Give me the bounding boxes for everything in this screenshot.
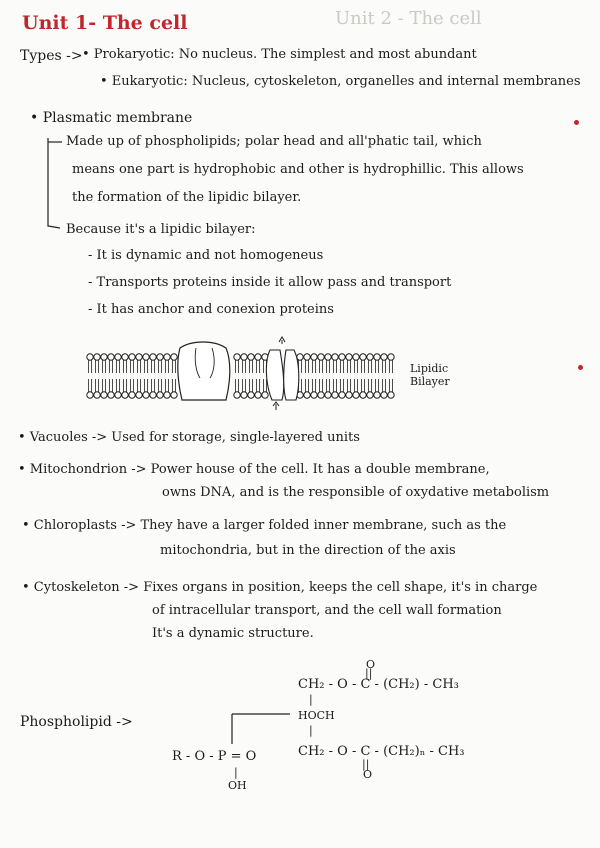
formula-row-3: CH₂ - O - C - (CH₂)ₙ - CH₃ [298,744,465,759]
carbonyl-top-o: O [366,658,376,671]
formula-bond-2: | [309,724,313,737]
phospholipid-label: Phospholipid -> [20,714,133,730]
made-up-line-1: Made up of phospholipids; polar head and all'phatic tail, which [66,134,482,149]
carbonyl-bot-o: O [363,768,373,781]
bilayer-point-2: - Transports proteins inside it allow pass and transport [88,275,452,290]
cytoskeleton-line-3: It's a dynamic structure. [152,626,314,641]
chloroplasts-line-2: mitochondria, but in the direction of the axis [160,543,456,558]
eukaryotic-line: • Eukaryotic: Nucleus, cytoskeleton, organelles and internal membranes [100,74,581,89]
plasmatic-heading: • Plasmatic membrane [30,110,193,126]
cytoskeleton-line-1: • Cytoskeleton -> Fixes organs in position, keeps the cell shape, it's in charge [22,580,538,595]
bilayer-point-1: - It is dynamic and not homogeneus [88,248,324,263]
diagram-label: Lipidic Bilayer [410,362,450,388]
carbonyl-bot-double: || [362,758,370,771]
ghost-header: Unit 2 - The cell [335,8,482,29]
mitochondrion-line-1: • Mitochondrion -> Power house of the cell. It has a double membrane, [18,462,490,477]
mitochondrion-line-2: owns DNA, and is the responsible of oxydative metabolism [162,485,550,500]
formula-row-2: HOCH [298,709,335,722]
chloroplasts-line-1: • Chloroplasts -> They have a larger folded inner membrane, such as the [22,518,507,533]
because-line: Because it's a lipidic bilayer: [66,222,256,237]
vacuoles-line: • Vacuoles -> Used for storage, single-layered units [18,430,360,445]
phosphate-group: R - O - P = O [172,749,257,764]
types-label: Types -> [20,48,83,64]
made-up-line-3: the formation of the lipidic bilayer. [72,190,302,205]
page-title: Unit 1- The cell [22,12,188,34]
carbonyl-top-double: || [365,667,373,680]
formula-row-1: CH₂ - O - C - (CH₂) - CH₃ [298,677,459,692]
phosphate-bond: | [234,766,238,779]
formula-bond-1: | [309,693,313,706]
made-up-line-2: means one part is hydrophobic and other is hydrophillic. This allows [72,162,524,177]
bilayer-point-3: - It has anchor and conexion proteins [88,302,334,317]
phosphate-oh: OH [228,779,247,792]
prokaryotic-line: • Prokaryotic: No nucleus. The simplest and most abundant [82,47,477,62]
cytoskeleton-line-2: of intracellular transport, and the cell wall formation [152,603,502,618]
